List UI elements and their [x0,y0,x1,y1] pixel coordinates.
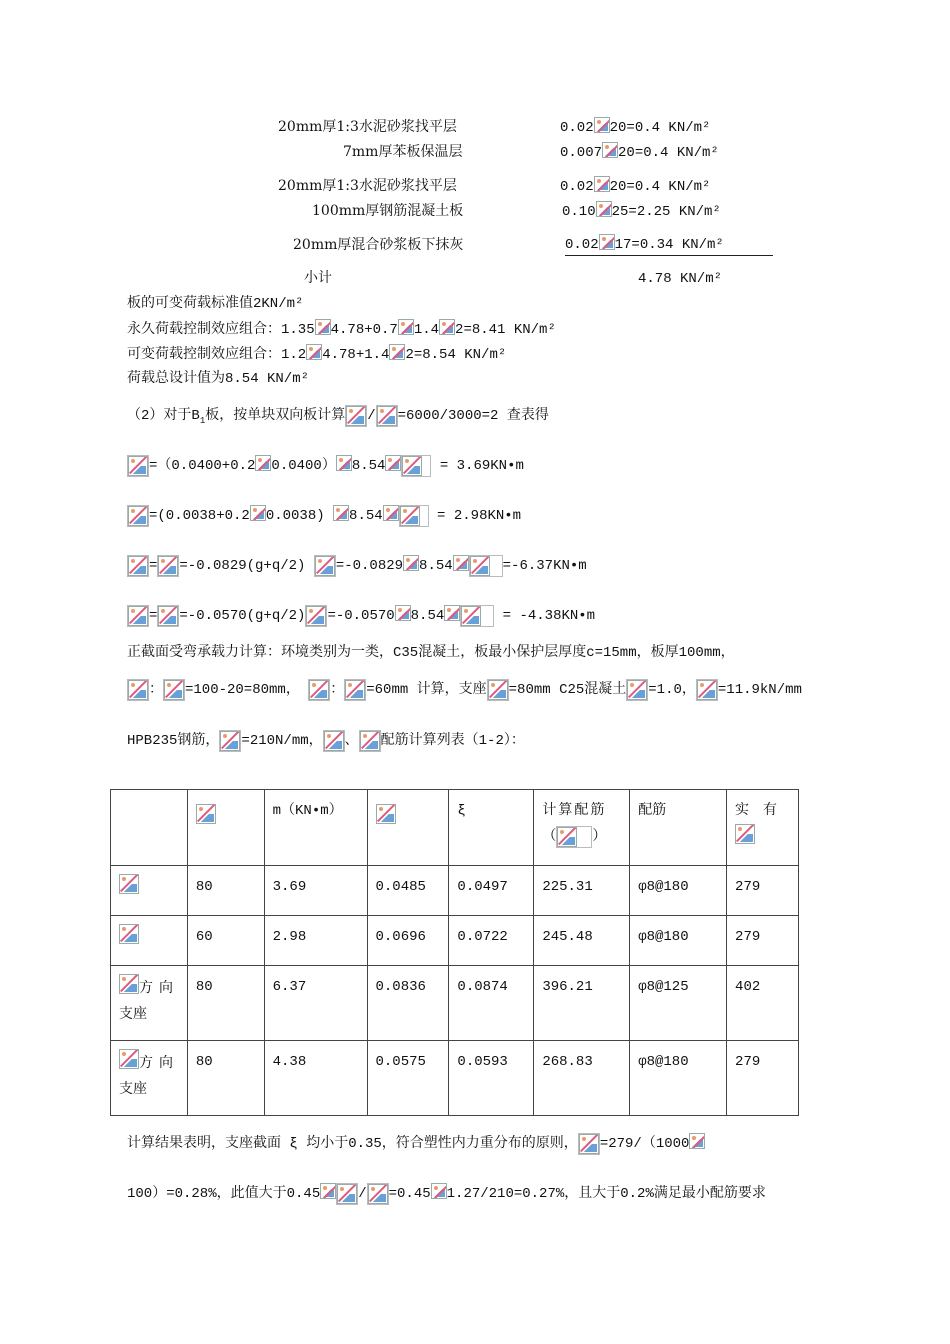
image-placeholder-icon [315,556,335,576]
text: =60mm 计算，支座 [366,682,487,698]
value-pre: 0.02 [565,237,599,253]
text: 1.4 [413,322,440,338]
image-placeholder-icon [119,874,139,894]
image-placeholder-icon [627,680,647,700]
value-pre: 0.007 [560,145,603,161]
table-row [111,1041,799,1116]
image-frame [344,679,366,701]
text: 8.54 [351,458,386,474]
image-placeholder-icon [346,406,366,426]
image-placeholder-icon [602,142,618,158]
image-placeholder-icon [119,974,139,994]
text: 4.78+1.4 [322,347,390,363]
image-frame [336,1183,358,1205]
image-placeholder-icon [368,1184,388,1204]
image-placeholder-icon [385,455,401,471]
text: 8.54 [410,608,445,624]
text: / [367,408,376,424]
cell-xi: 0.0722 [449,916,534,966]
image-placeholder-icon [306,344,322,360]
load-item-4-label: 100mm厚钢筋混凝土板 [312,203,464,219]
moment-2-line [127,505,521,527]
value-pre: 0.02 [560,120,594,136]
text: （2）对于B [127,408,200,424]
text: =279/（1000 [599,1136,690,1152]
image-placeholder-icon [337,1184,357,1204]
cell-m: 6.37 [264,966,367,1041]
image-placeholder-icon [128,606,148,626]
image-placeholder-icon [403,555,419,571]
image-placeholder-icon [444,605,460,621]
variable-combo-line [127,344,506,365]
value-post: 20=0.4 KN/m² [618,145,719,161]
load-item-2-label: 7mm厚苯板保温层 [343,144,463,160]
image-frame [323,730,345,752]
image-placeholder-icon [128,506,148,526]
load-item-5-label: 20mm厚混合砂浆板下抹灰 [293,237,464,253]
image-placeholder-icon [400,506,420,526]
text: 0.0038) [265,508,334,524]
text: = -4.38KN•m [494,608,596,624]
image-placeholder-icon [255,455,271,471]
hpb-line [127,730,525,752]
result-line-1 [127,1133,705,1155]
cell-xi: 0.0874 [449,966,534,1041]
cell-bar: φ8@180 [630,866,727,916]
text: 永久荷载控制效应组合：1.35 [127,322,315,338]
header-cell-bar: 配筋 [630,790,727,866]
text: 、 [344,733,359,749]
text: =-0.0829(g+q/2) [179,558,314,574]
image-placeholder-icon [470,556,490,576]
text: / [358,1186,367,1202]
text: = [149,608,158,624]
text: 100）=0.28%，此值大于0.45 [127,1186,321,1202]
cell-actual: 279 [727,1041,799,1116]
text: （ [542,829,557,845]
text: 方向 [139,1056,179,1072]
text: =11.9kN/mm [717,682,802,698]
text: 4.78+0.7 [330,322,398,338]
cell-actual: 279 [727,866,799,916]
cell-bar: φ8@180 [630,916,727,966]
image-placeholder-icon [128,456,148,476]
header-cell-xi: ξ [449,790,534,866]
load-item-1-value [560,117,710,138]
image-placeholder-icon [599,234,615,250]
row-label-line1 [119,1049,181,1077]
reinforcement-table [110,789,799,1116]
image-placeholder-icon [336,455,352,471]
image-placeholder-icon [220,731,240,751]
text: =(0.0038+0.2 [149,508,250,524]
header-cell-actual [727,790,799,866]
header-cell-alpha [367,790,449,866]
image-frame [696,679,718,701]
moment-4-line [127,605,595,627]
text: 8.54 [349,508,383,524]
cell-xi: 0.0497 [449,866,534,916]
image-placeholder-icon [128,680,148,700]
cell-calc: 225.31 [534,866,630,916]
text: =80mm C25混凝土 [508,682,627,698]
text: 配筋计算列表（1-2）： [380,733,525,749]
image-placeholder-icon [596,201,612,217]
cell-alpha: 0.0575 [367,1041,449,1116]
table-row [111,966,799,1041]
value-post: 20=0.4 KN/m² [609,120,711,136]
section-params-line [127,679,802,701]
cell-alpha: 0.0485 [367,866,449,916]
image-frame [345,405,367,427]
text: ： [149,682,163,698]
header-text: 计算配筋 [542,803,607,819]
image-frame [460,605,494,627]
row-label-cell [111,1041,188,1116]
row-label-line2: 支座 [119,1082,147,1098]
image-placeholder-icon [333,505,349,521]
result-line-2 [127,1183,766,1205]
cell-m: 2.98 [264,916,367,966]
cell-alpha: 0.0696 [367,916,449,966]
cell-h0: 80 [187,866,264,916]
text: =-6.37KN•m [502,558,587,574]
load-item-2-value [560,142,719,163]
image-placeholder-icon [453,555,469,571]
image-placeholder-icon [557,827,577,847]
section-calc-line: 正截面受弯承载力计算：环境类别为一类，C35混凝土，板最小保护层厚度c=15mm，板厚100mm， [127,645,735,661]
text: = [149,558,158,574]
image-frame [376,405,398,427]
total-load-line: 荷载总设计值为8.54 KN/m² [127,371,310,387]
image-frame [359,730,381,752]
image-placeholder-icon [196,804,216,824]
image-placeholder-icon [376,804,396,824]
load-item-3-value [560,176,710,197]
image-placeholder-icon [164,680,184,700]
image-placeholder-icon [345,680,365,700]
b1-slab-line [127,405,549,431]
moment-3-line [127,555,587,577]
image-placeholder-icon [594,117,610,133]
value-post: 17=0.34 KN/m² [614,237,724,253]
image-placeholder-icon [315,319,331,335]
image-frame [556,826,592,848]
image-placeholder-icon [158,606,178,626]
text: 板，按单块双向板计算 [205,408,346,424]
cell-actual: 279 [727,916,799,966]
cell-actual: 402 [727,966,799,1041]
image-frame [127,555,149,577]
cell-calc: 268.83 [534,1041,630,1116]
image-frame [401,455,431,477]
image-frame [127,505,149,527]
image-placeholder-icon [250,505,266,521]
image-placeholder-icon [461,606,481,626]
header-cell-empty [111,790,188,866]
table-header-row [111,790,799,866]
value-pre: 0.02 [560,179,594,195]
image-frame [367,1183,389,1205]
row-label-line2: 支座 [119,1007,147,1023]
image-frame [626,679,648,701]
text: 2=8.54 KN/m² [405,347,507,363]
image-placeholder-icon [439,319,455,335]
image-placeholder-icon [431,1183,447,1199]
text: =-0.0829 [335,558,404,574]
text: HPB235钢筋， [127,733,220,749]
moment-1-line [127,455,524,477]
cell-bar: φ8@125 [630,966,727,1041]
text: =6000/3000=2 查表得 [397,408,549,424]
image-placeholder-icon [697,680,717,700]
text: 可变荷载控制效应组合：1.2 [127,347,307,363]
header-subtext [542,824,623,850]
text: 方向 [139,981,179,997]
image-placeholder-icon [594,176,610,192]
cell-alpha: 0.0836 [367,966,449,1041]
row-label-cell [111,866,188,916]
text: 8.54 [419,558,453,574]
text: = 2.98KN•m [428,508,522,524]
text: =-0.0570(g+q/2) [179,608,306,624]
image-frame [314,555,336,577]
table-row [111,916,799,966]
subtotal-value: 4.78 KN/m² [638,271,723,287]
image-frame [308,679,330,701]
text: 计算结果表明，支座截面 ξ 均小于0.35，符合塑性内力重分布的原则， [127,1136,578,1152]
permanent-combo-line [127,319,556,340]
image-frame [399,505,429,527]
text: =（0.0400+0.2 [149,458,256,474]
value-post: 20=0.4 KN/m² [609,179,711,195]
image-frame [219,730,241,752]
image-placeholder-icon [395,605,411,621]
image-frame [157,555,179,577]
load-item-5-value [565,234,773,256]
image-placeholder-icon [306,606,326,626]
text: 2=8.41 KN/m² [455,322,556,338]
text: =210N/mm， [241,733,323,749]
row-label-cell [111,916,188,966]
header-cell-m: m（KN•m） [264,790,367,866]
image-placeholder-icon [383,505,399,521]
image-frame [127,455,149,477]
text: = 3.69KN•m [431,458,524,474]
image-placeholder-icon [119,924,139,944]
image-placeholder-icon [128,556,148,576]
text: ） [592,829,607,845]
image-placeholder-icon [360,731,380,751]
text: =100-20=80mm， [185,682,300,698]
image-frame [127,679,149,701]
load-item-4-value [562,201,721,222]
text: =0.45 [388,1186,431,1202]
image-frame [157,605,179,627]
text: 0.0400） [271,458,336,474]
image-placeholder-icon [402,456,422,476]
image-placeholder-icon [389,344,405,360]
text: =1.0， [648,682,696,698]
image-frame [487,679,509,701]
image-frame [578,1133,600,1155]
image-frame [127,605,149,627]
image-placeholder-icon [309,680,329,700]
image-frame [305,605,327,627]
row-label-line1 [119,974,181,1002]
table-row [111,866,799,916]
image-placeholder-icon [320,1183,336,1199]
text: 1.27/210=0.27%，且大于0.2%满足最小配筋要求 [446,1186,766,1202]
header-text: 实 有 [735,803,778,819]
cell-bar: φ8@180 [630,1041,727,1116]
image-frame [163,679,185,701]
cell-calc: 396.21 [534,966,630,1041]
image-placeholder-icon [735,824,755,844]
image-frame [469,555,503,577]
cell-h0: 80 [187,1041,264,1116]
header-cell-h0 [187,790,264,866]
cell-h0: 60 [187,916,264,966]
header-cell-calc [534,790,630,866]
cell-h0: 80 [187,966,264,1041]
image-placeholder-icon [579,1134,599,1154]
cell-xi: 0.0593 [449,1041,534,1116]
image-placeholder-icon [377,406,397,426]
text: ： [330,682,345,698]
subtotal-label: 小计 [304,271,332,287]
load-item-1-label: 20mm厚1:3水泥砂浆找平层 [278,119,457,135]
text: =-0.0570 [327,608,395,624]
row-label-cell [111,966,188,1041]
image-placeholder-icon [398,319,414,335]
image-placeholder-icon [324,731,344,751]
image-placeholder-icon [488,680,508,700]
load-item-3-label: 20mm厚1:3水泥砂浆找平层 [278,178,457,194]
cell-m: 4.38 [264,1041,367,1116]
cell-calc: 245.48 [534,916,630,966]
subscript: 1 [199,415,206,426]
image-placeholder-icon [158,556,178,576]
live-load-line: 板的可变荷载标准值2KN/m² [127,296,304,312]
value-post: 25=2.25 KN/m² [611,204,721,220]
value-pre: 0.10 [562,204,596,220]
cell-m: 3.69 [264,866,367,916]
image-placeholder-icon [119,1049,139,1069]
image-placeholder-icon [689,1133,705,1149]
